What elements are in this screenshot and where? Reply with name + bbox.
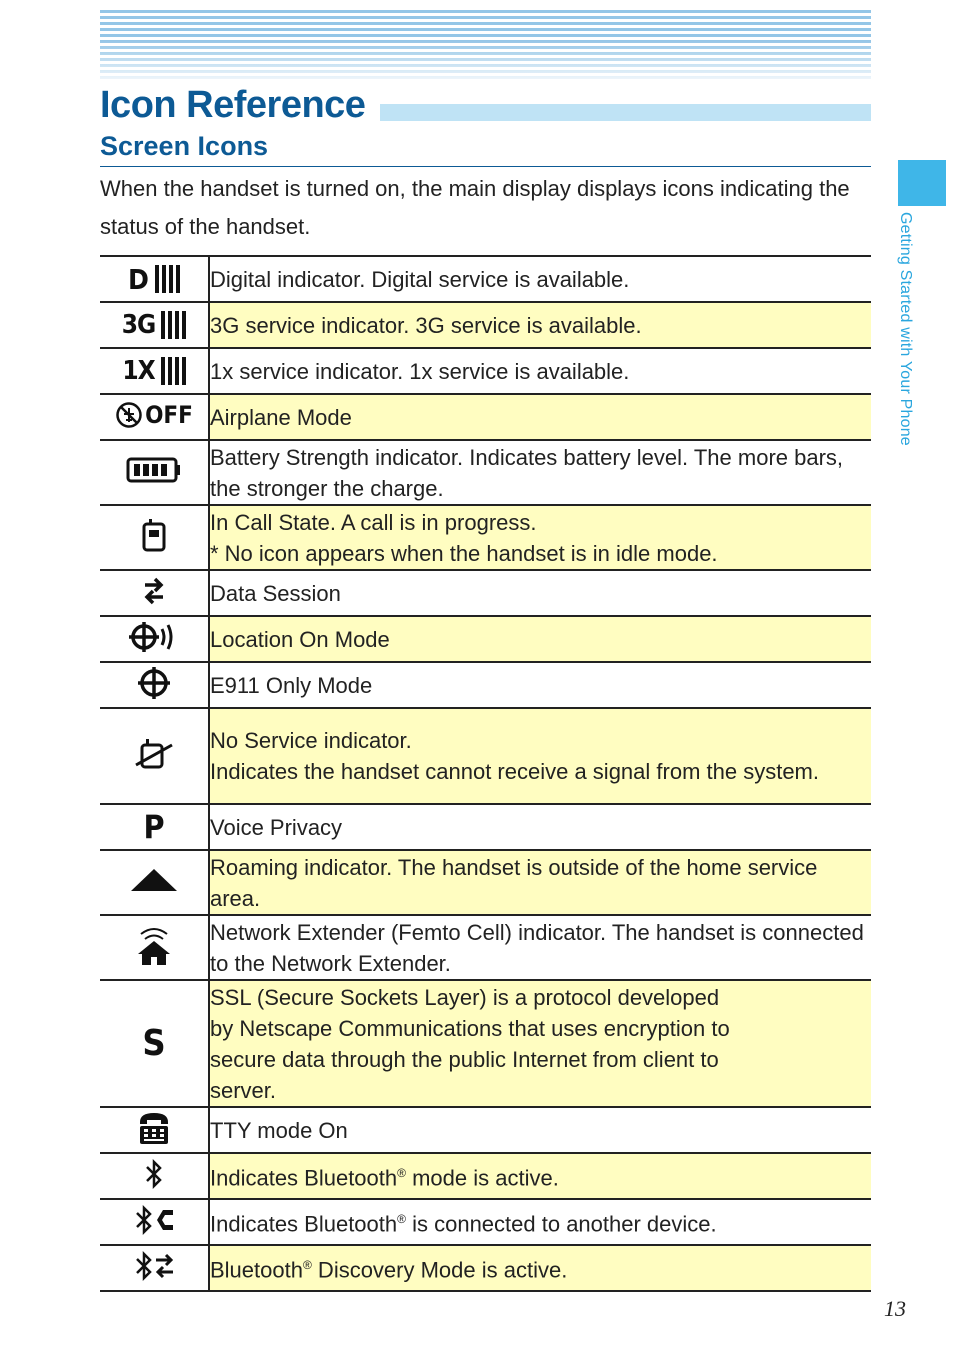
row-description: Roaming indicator. The handset is outside of the home service area.: [209, 850, 871, 915]
icon-cell: [100, 570, 209, 616]
icon-cell: [100, 662, 209, 708]
row-description: Bluetooth® Discovery Mode is active.: [209, 1245, 871, 1291]
table-row: [100, 256, 871, 302]
tty-icon: [137, 1110, 171, 1146]
table-row: [100, 915, 871, 980]
intro-paragraph: When the handset is turned on, the main display displays icons indicating the status of the handset.: [100, 176, 850, 239]
row-description: In Call State. A call is in progress. * No icon appears when the handset is in idle mode.: [209, 505, 871, 570]
bluetooth-discovery-icon: [133, 1249, 175, 1283]
header-decoration: [100, 10, 871, 80]
airplane-mode-icon: OFF: [115, 401, 193, 429]
row-description: Network Extender (Femto Cell) indicator. The handset is connected to the Network Extender.: [209, 915, 871, 980]
page-number: 13: [884, 1296, 906, 1321]
row-description: Indicates Bluetooth® is connected to another device.: [209, 1199, 871, 1245]
table-row: [100, 616, 871, 662]
chapter-tab: [898, 160, 946, 206]
row-description: E911 Only Mode: [209, 662, 871, 708]
icon-cell: [100, 915, 209, 980]
roaming-icon: [129, 867, 179, 893]
icon-cell: [100, 394, 209, 440]
table-row: [100, 570, 871, 616]
bluetooth-connected-icon: [133, 1203, 175, 1237]
table-row: [100, 662, 871, 708]
icon-cell: [100, 505, 209, 570]
table-row: [100, 348, 871, 394]
title-underline-bar: [380, 104, 871, 121]
chapter-label: Getting Started with Your Phone: [897, 212, 914, 446]
icon-cell: [100, 804, 209, 850]
network-extender-icon: [137, 924, 171, 966]
1x-indicator-icon: 1X: [122, 356, 185, 386]
row-description: SSL (Secure Sockets Layer) is a protocol developed by Netscape Communications that uses encryption to secure data through the public Internet from client to server.: [209, 980, 871, 1107]
e911-icon: [137, 666, 171, 700]
row-description: Battery Strength indicator. Indicates battery level. The more bars, the stronger the charge.: [209, 440, 871, 505]
row-description: Airplane Mode: [209, 394, 871, 440]
table-row: [100, 1199, 871, 1245]
row-description: Data Session: [209, 570, 871, 616]
table-row: [100, 1107, 871, 1153]
icon-cell: [100, 1199, 209, 1245]
icon-cell: [100, 980, 209, 1107]
icon-cell: [100, 256, 209, 302]
section-divider: [100, 166, 871, 167]
bluetooth-icon: [143, 1157, 165, 1191]
icon-cell: [100, 348, 209, 394]
data-session-icon: [142, 575, 166, 607]
table-row: [100, 850, 871, 915]
table-row: [100, 804, 871, 850]
table-row: [100, 1245, 871, 1291]
icon-cell: [100, 1153, 209, 1199]
icon-cell: [100, 302, 209, 348]
row-description: 1x service indicator. 1x service is available.: [209, 348, 871, 394]
icon-cell: [100, 850, 209, 915]
row-description: Digital indicator. Digital service is available.: [209, 256, 871, 302]
table-row: [100, 708, 871, 804]
icon-cell: [100, 616, 209, 662]
airplane-icon: [115, 401, 143, 429]
row-description: TTY mode On: [209, 1107, 871, 1153]
table-row: [100, 505, 871, 570]
row-description: Location On Mode: [209, 616, 871, 662]
ssl-icon: S: [142, 1023, 166, 1064]
table-row: [100, 302, 871, 348]
row-description: Voice Privacy: [209, 804, 871, 850]
section-title: Screen Icons: [100, 131, 269, 161]
no-service-icon: [134, 737, 174, 771]
battery-icon: [126, 456, 182, 484]
row-description: 3G service indicator. 3G service is available.: [209, 302, 871, 348]
3g-indicator-icon: 3G: [122, 310, 186, 340]
location-on-icon: [129, 620, 179, 654]
row-description: No Service indicator. Indicates the handset cannot receive a signal from the system.: [209, 708, 871, 804]
table-row: [100, 394, 871, 440]
table-row: [100, 980, 871, 1107]
row-description: Indicates Bluetooth® mode is active.: [209, 1153, 871, 1199]
table-row: [100, 1153, 871, 1199]
icon-cell: [100, 1107, 209, 1153]
icon-cell: [100, 1245, 209, 1291]
voice-privacy-icon: P: [143, 808, 165, 846]
table-row: [100, 440, 871, 505]
icon-cell: [100, 440, 209, 505]
icon-cell: [100, 708, 209, 804]
digital-indicator-icon: D: [128, 263, 180, 296]
icon-table: [100, 255, 871, 1292]
page-title: Icon Reference: [100, 84, 366, 126]
in-call-icon: [141, 518, 167, 552]
